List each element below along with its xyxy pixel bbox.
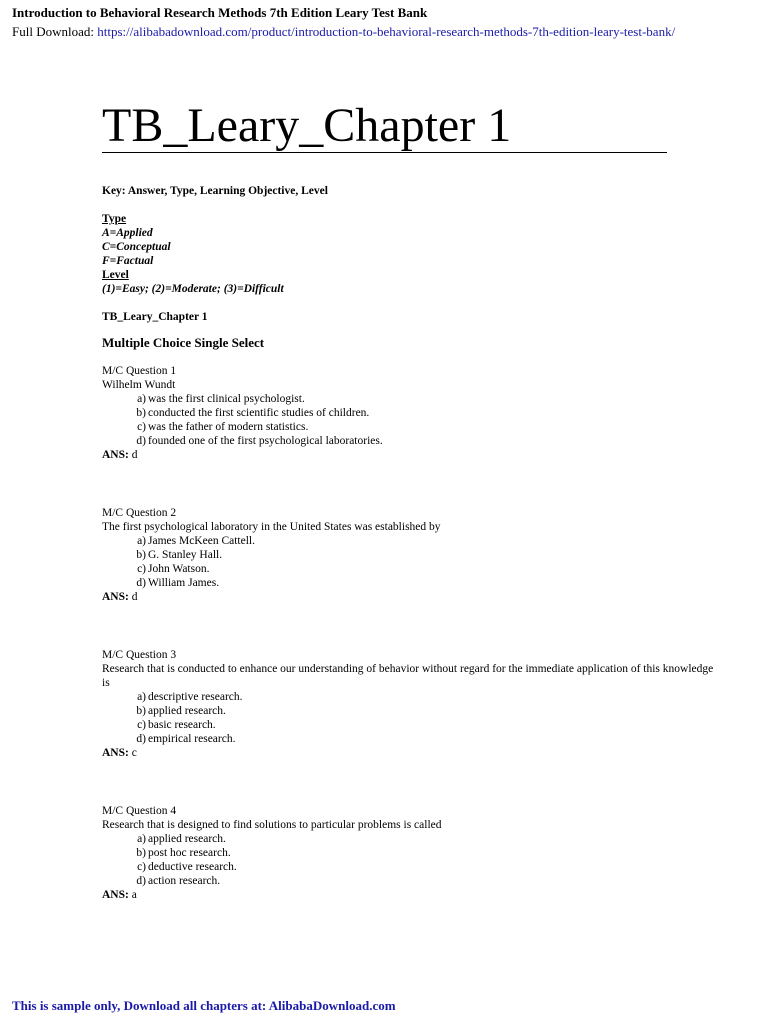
option-c [102, 718, 722, 732]
option-c [102, 420, 722, 434]
answer-value: d [131, 591, 138, 603]
question-label: M/C Question 1 [102, 365, 177, 377]
option-text: was the first clinical psychologist. [148, 393, 305, 405]
answer-value: d [131, 449, 138, 461]
option-text: applied research. [148, 833, 226, 845]
option-d [102, 874, 722, 888]
option-letter: c) [137, 563, 146, 575]
question-label: M/C Question 3 [102, 649, 177, 661]
test-bank-content [102, 184, 722, 902]
answer-value: a [131, 889, 137, 901]
option-letter: a) [137, 393, 146, 405]
option-c [102, 860, 722, 874]
option-a [102, 690, 722, 704]
option-letter: a) [137, 691, 146, 703]
type-applied: A=Applied [102, 227, 153, 239]
answer-label: ANS: [102, 747, 129, 759]
option-b [102, 704, 722, 718]
question-stem: Research that is conducted to enhance our understanding of behavior without regard for the immediate application of this knowledge is [102, 663, 714, 689]
question-1 [102, 364, 722, 462]
option-b [102, 548, 722, 562]
option-text: applied research. [148, 705, 226, 717]
option-letter: b) [136, 847, 146, 859]
answer-label: ANS: [102, 449, 129, 461]
question-2 [102, 506, 722, 604]
level-scale: (1)=Easy; (2)=Moderate; (3)=Difficult [102, 283, 284, 295]
chapter-label: TB_Leary_Chapter 1 [102, 311, 208, 323]
option-text: basic research. [148, 719, 216, 731]
option-letter: c) [137, 861, 146, 873]
option-c [102, 562, 722, 576]
question-stem: Research that is designed to find solutions to particular problems is called [102, 819, 442, 831]
option-a [102, 392, 722, 406]
answer-value: c [131, 747, 137, 759]
question-4 [102, 804, 722, 902]
option-letter: b) [136, 705, 146, 717]
question-stem: Wilhelm Wundt [102, 379, 176, 391]
answer-row [102, 888, 722, 902]
type-factual: F=Factual [102, 255, 154, 267]
option-text: post hoc research. [148, 847, 231, 859]
option-letter: b) [136, 407, 146, 419]
option-letter: d) [136, 435, 146, 447]
option-letter: a) [137, 535, 146, 547]
option-list [102, 690, 722, 746]
sample-notice-link[interactable]: This is sample only, Download all chapters at: AlibabaDownload.com [12, 998, 396, 1013]
section-title: Multiple Choice Single Select [102, 335, 265, 350]
option-list [102, 392, 722, 448]
option-text: descriptive research. [148, 691, 243, 703]
question-label: M/C Question 2 [102, 507, 177, 519]
answer-row [102, 590, 722, 604]
option-a [102, 832, 722, 846]
question-label: M/C Question 4 [102, 805, 177, 817]
option-letter: d) [136, 875, 146, 887]
option-letter: b) [136, 549, 146, 561]
option-letter: d) [136, 577, 146, 589]
download-link[interactable]: https://alibabadownload.com/product/introduction-to-behavioral-research-methods-7th-edition-leary-test-bank/ [97, 24, 676, 39]
option-letter: d) [136, 733, 146, 745]
option-d [102, 576, 722, 590]
option-text: empirical research. [148, 733, 236, 745]
key-line: Key: Answer, Type, Learning Objective, Level [102, 185, 328, 197]
option-a [102, 534, 722, 548]
full-download-label: Full Download: [12, 24, 98, 39]
option-text: John Watson. [148, 563, 210, 575]
option-d [102, 732, 722, 746]
option-text: James McKeen Cattell. [148, 535, 255, 547]
option-text: founded one of the first psychological laboratories. [148, 435, 383, 447]
option-letter: c) [137, 421, 146, 433]
level-heading: Level [102, 269, 129, 281]
chapter-heading: TB_Leary_Chapter 1 [102, 98, 667, 153]
option-text: G. Stanley Hall. [148, 549, 223, 561]
question-3 [102, 648, 722, 760]
option-b [102, 406, 722, 420]
option-text: conducted the first scientific studies of children. [148, 407, 370, 419]
full-download-line [12, 24, 675, 40]
option-list [102, 832, 722, 888]
type-heading: Type [102, 213, 127, 225]
option-text: was the father of modern statistics. [148, 421, 309, 433]
option-text: William James. [148, 577, 220, 589]
option-text: action research. [148, 875, 221, 887]
option-letter: c) [137, 719, 146, 731]
option-text: deductive research. [148, 861, 237, 873]
option-b [102, 846, 722, 860]
document-banner-title: Introduction to Behavioral Research Methods 7th Edition Leary Test Bank [12, 5, 428, 20]
option-d [102, 434, 722, 448]
answer-label: ANS: [102, 889, 129, 901]
option-list [102, 534, 722, 590]
question-stem: The first psychological laboratory in the United States was established by [102, 521, 441, 533]
answer-row [102, 448, 722, 462]
answer-row [102, 746, 722, 760]
option-letter: a) [137, 833, 146, 845]
answer-label: ANS: [102, 591, 129, 603]
type-conceptual: C=Conceptual [102, 241, 171, 253]
